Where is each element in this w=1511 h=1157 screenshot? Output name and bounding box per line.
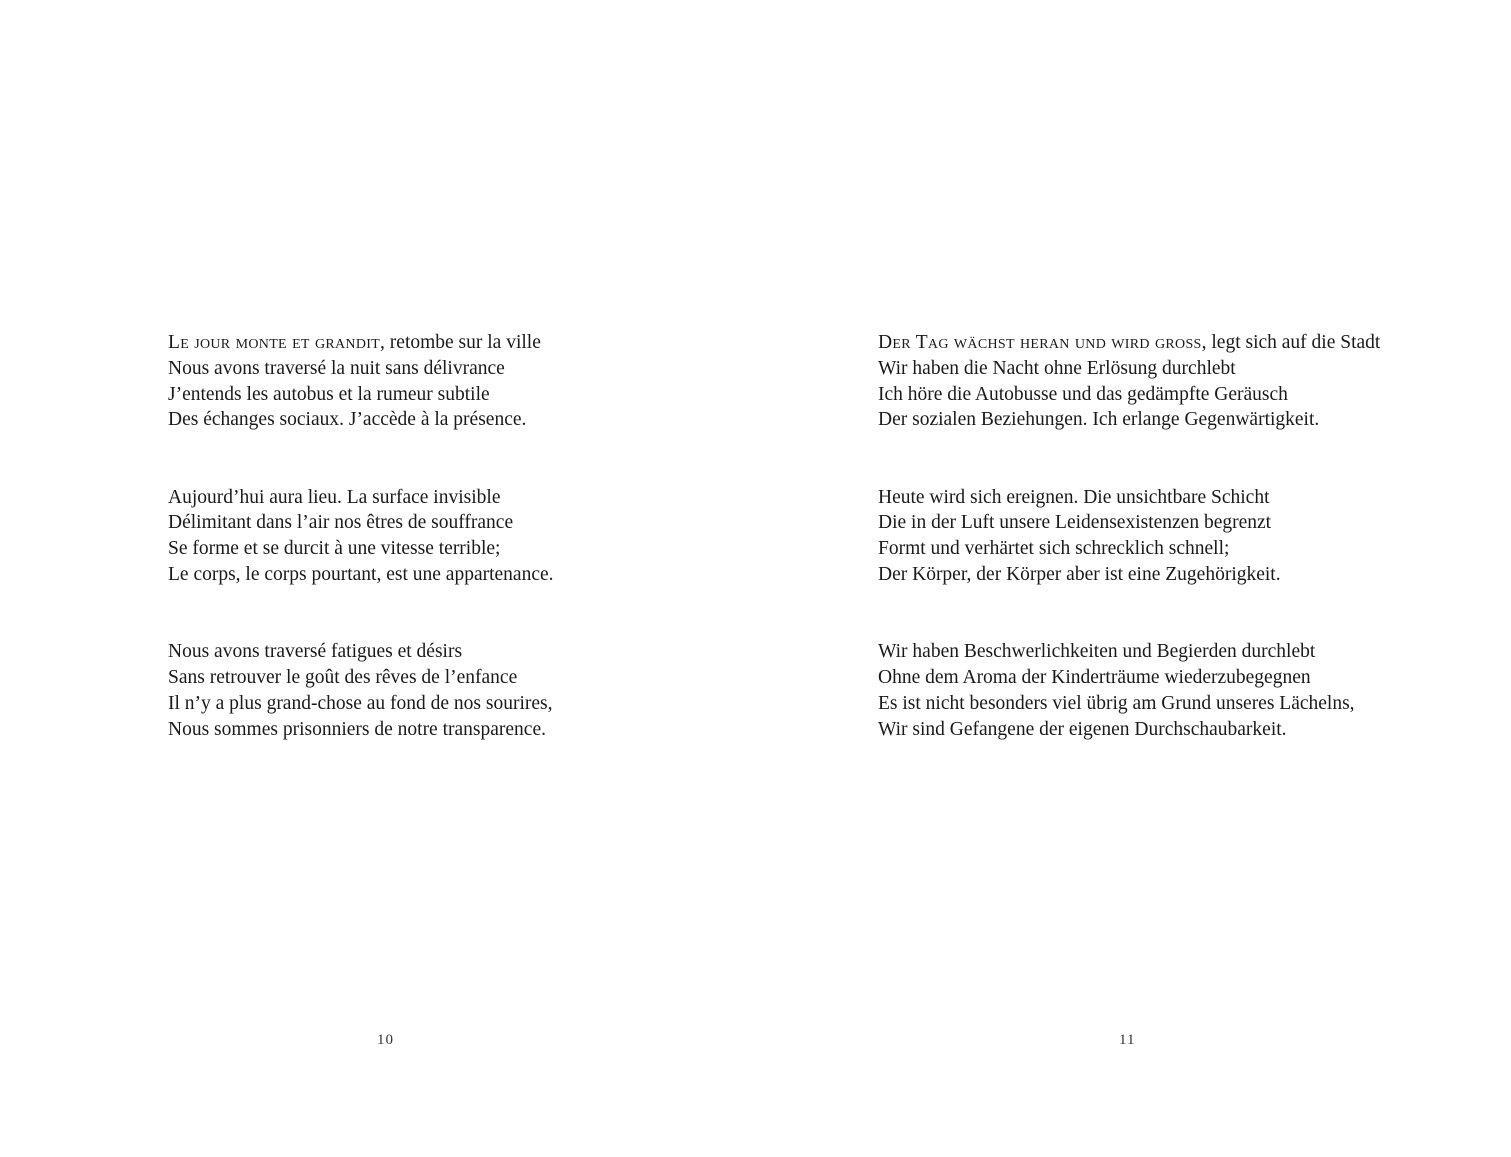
poem-line: Die in der Luft unsere Leidensexistenzen begrenzt xyxy=(878,512,1272,534)
poem-line: Se forme et se durcit à une vitesse terrible; xyxy=(168,538,501,560)
poem-line: Le corps, le corps pourtant, est une appartenance. xyxy=(168,564,554,586)
poem-line: Ich höre die Autobusse und das gedämpfte Geräusch xyxy=(878,383,1288,405)
poem-line: Wir haben die Nacht ohne Erlösung durchlebt xyxy=(878,357,1236,379)
poem-line: Es ist nicht besonders viel übrig am Grund unseres Lächelns, xyxy=(878,692,1355,714)
german-poem xyxy=(878,330,1380,743)
poem-line: Nous avons traversé la nuit sans délivrance xyxy=(168,357,505,379)
poem-line xyxy=(168,330,554,356)
french-poem xyxy=(168,330,554,743)
poem-line: Ohne dem Aroma der Kinderträume wiederzubegegnen xyxy=(878,667,1311,689)
stanza xyxy=(878,485,1380,588)
poem-line: Formt und verhärtet sich schrecklich schnell; xyxy=(878,538,1230,560)
stanza xyxy=(168,639,554,742)
stanza xyxy=(878,330,1380,433)
poem-line: Sans retrouver le goût des rêves de l’enfance xyxy=(168,667,518,689)
poem-line: J’entends les autobus et la rumeur subtile xyxy=(168,383,490,405)
left-page xyxy=(0,0,755,1157)
page-number-left: 10 xyxy=(377,1032,394,1048)
poem-line: Wir sind Gefangene der eigenen Durchschaubarkeit. xyxy=(878,718,1287,740)
stanza xyxy=(168,330,554,433)
poem-line: Der sozialen Beziehungen. Ich erlange Gegenwärtigkeit. xyxy=(878,409,1320,431)
poem-line xyxy=(878,330,1380,356)
opening-rest: , legt sich auf die Stadt xyxy=(1201,332,1381,353)
poem-line: Nous avons traversé fatigues et désirs xyxy=(168,641,463,663)
opening-smallcaps: Le jour monte et grandit xyxy=(168,332,381,353)
opening-smallcaps: Der Tag wächst heran und wird gross xyxy=(878,332,1202,353)
opening-rest: , retombe sur la ville xyxy=(380,332,541,353)
page-number-right: 11 xyxy=(1119,1032,1136,1048)
poem-line: Aujourd’hui aura lieu. La surface invisible xyxy=(168,486,501,508)
poem-line: Nous sommes prisonniers de notre transparence. xyxy=(168,718,546,740)
poem-line: Il n’y a plus grand-chose au fond de nos sourires, xyxy=(168,692,553,714)
poem-line: Des échanges sociaux. J’accède à la présence. xyxy=(168,409,527,431)
poem-line: Der Körper, der Körper aber ist eine Zugehörigkeit. xyxy=(878,564,1281,586)
poem-line: Wir haben Beschwerlichkeiten und Begierden durchlebt xyxy=(878,641,1316,663)
poem-line: Délimitant dans l’air nos êtres de souffrance xyxy=(168,512,514,534)
stanza xyxy=(168,485,554,588)
right-page xyxy=(755,0,1511,1157)
poem-line: Heute wird sich ereignen. Die unsichtbare Schicht xyxy=(878,486,1270,508)
stanza xyxy=(878,639,1380,742)
